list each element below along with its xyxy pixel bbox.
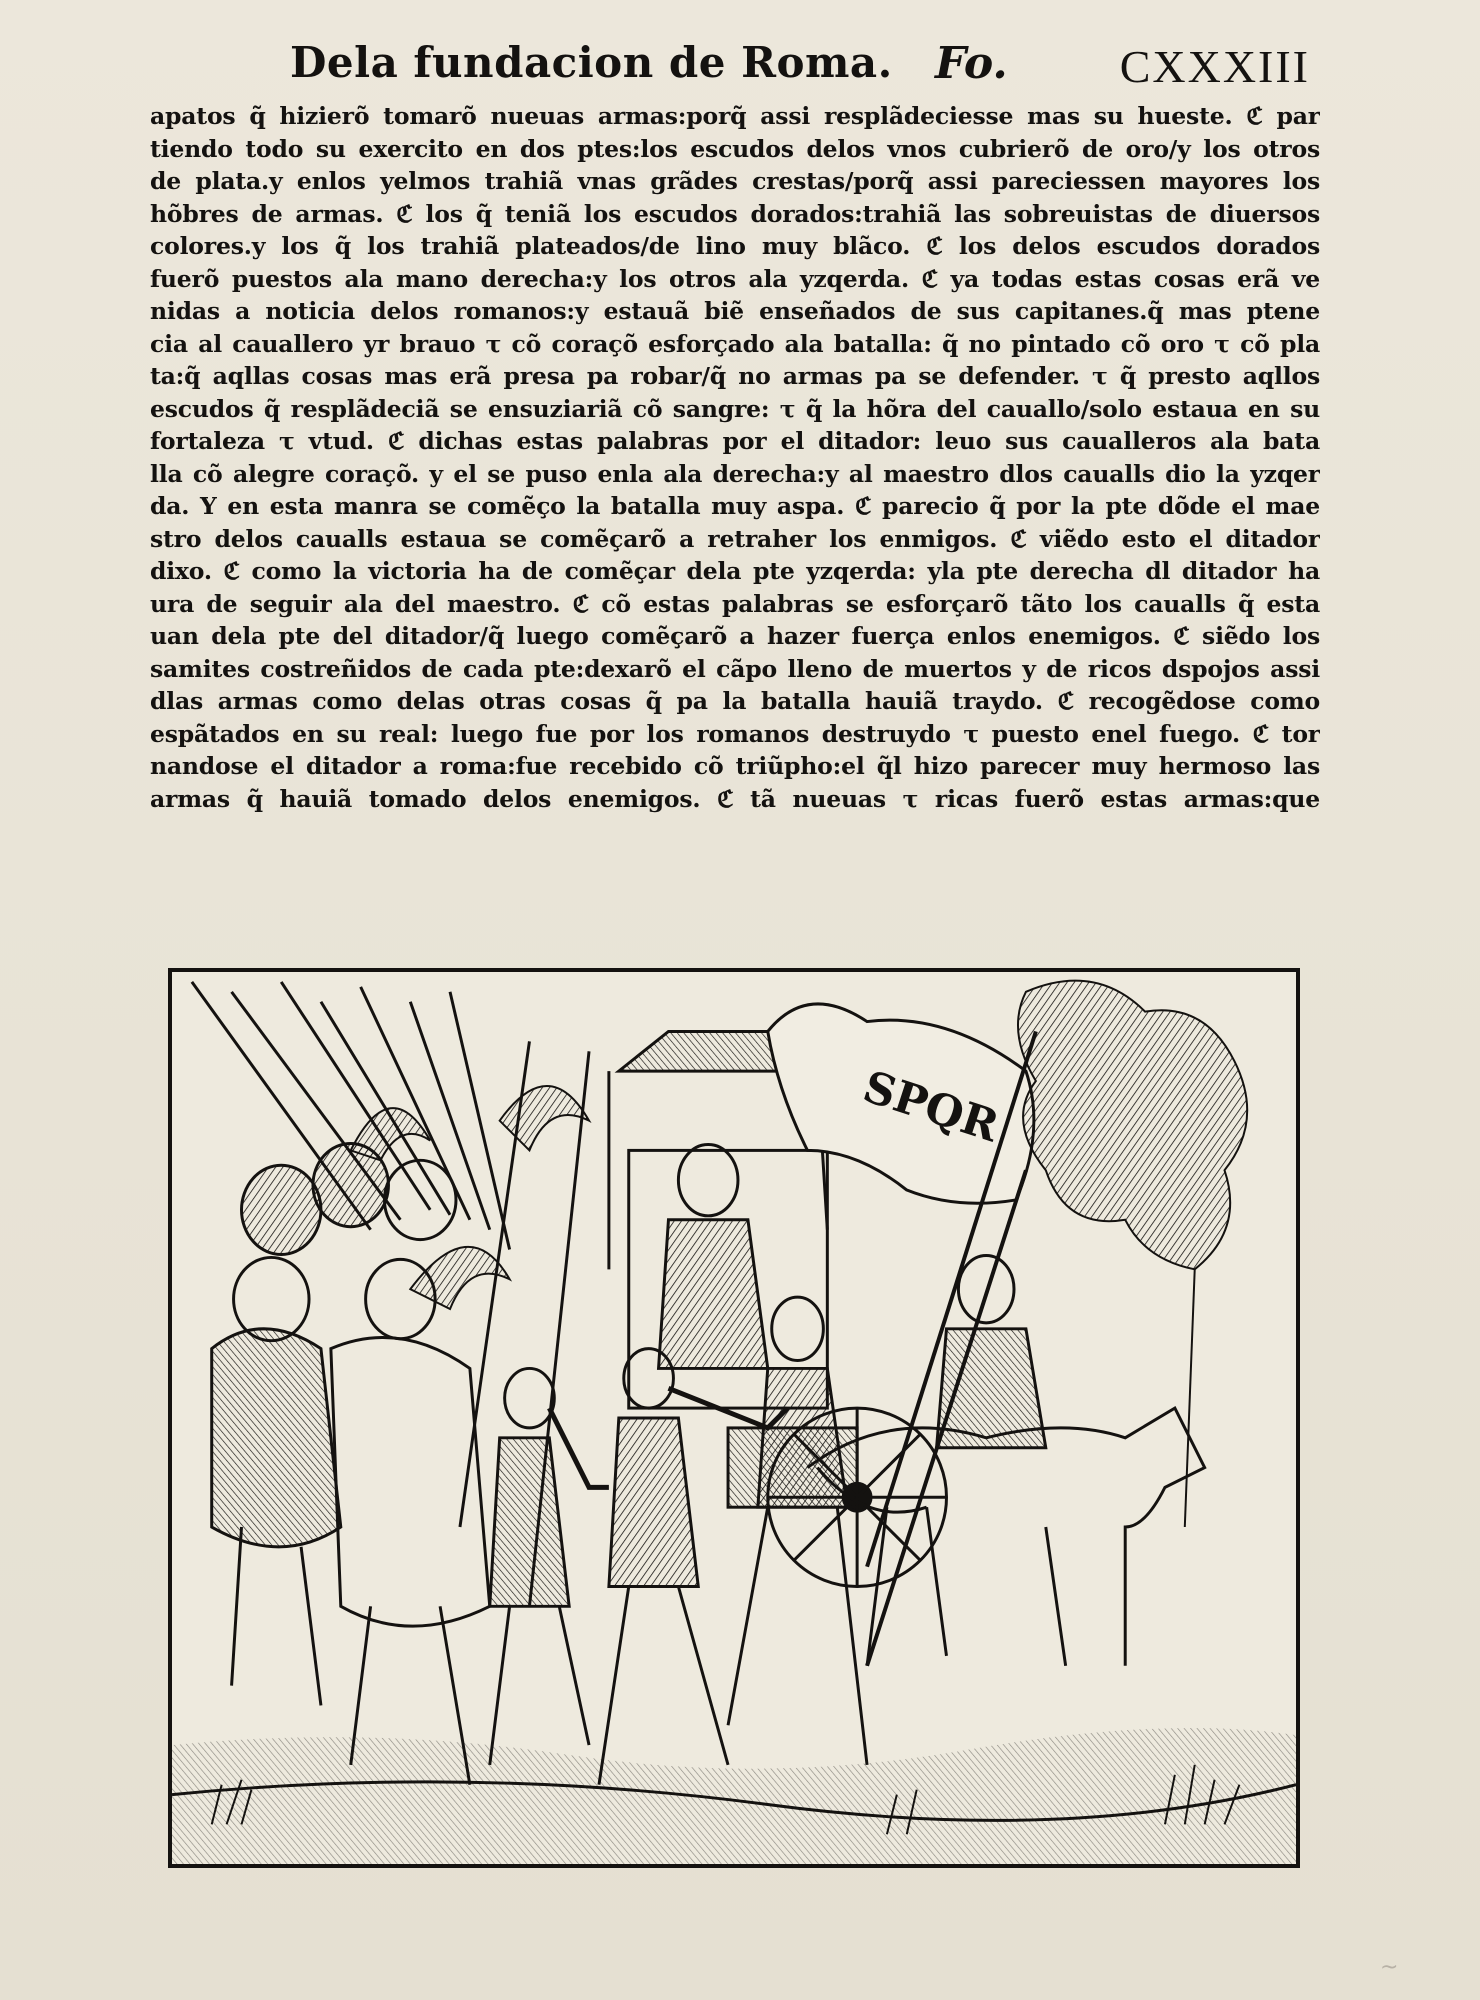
body-text — [150, 100, 1320, 815]
text-line: cia al cauallero yr brauo τ cõ coraçõ esforçado ala batalla: q̃ no pintado cõ oro τ cõ pla — [150, 329, 1320, 358]
text-line: nandose el ditador a roma:fue recebido cõ triũpho:el q̃l hizo parecer muy hermoso las — [150, 752, 1320, 780]
ground — [172, 1728, 1296, 1864]
text-line: hõbres de armas. ℭ los q̃ teniã los escudos dorados:trahiã las sobreuistas de diuersos — [150, 199, 1320, 228]
text-line: apatos q̃ hizierõ tomarõ nueuas armas:porq̃ assi resplãdeciesse mas su hueste. ℭ par — [150, 102, 1320, 130]
text-line: dlas armas como delas otras cosas q̃ pa la batalla hauiã traydo. ℭ recogẽdose como — [150, 687, 1320, 715]
woodcut-illustration — [168, 968, 1300, 1868]
text-line: samites costreñidos de cada pte:dexarõ el cãpo lleno de muertos y de ricos dspojos assi — [150, 654, 1320, 683]
trumpeters — [490, 1349, 788, 1785]
running-title: Dela fundacion de Roma. — [290, 38, 893, 87]
text-line: dixo. ℭ como la victoria ha de comẽçar dela pte yzqerda: yla pte derecha dl ditador ha — [150, 557, 1320, 585]
folio-label: Fo. — [935, 38, 1008, 89]
text-line: ta:q̃ aqllas cosas mas erã presa pa robar/q̃ no armas pa se defender. τ q̃ presto aqllos — [150, 362, 1320, 390]
text-line: fuerõ puestos ala mano derecha:y los otros ala yzqerda. ℭ ya todas estas cosas erã ve — [150, 264, 1320, 293]
text-line: da. Y en esta manra se comẽço la batalla muy aspa. ℭ parecio q̃ por la pte dõde el mae — [150, 492, 1320, 520]
text-line: fortaleza τ vtud. ℭ dichas estas palabras por el ditador: leuo sus caualleros ala bata — [150, 427, 1320, 455]
text-line: lla cõ alegre coraçõ. y el se puso enla ala derecha:y al maestro dlos caualls dio la yzqer — [150, 459, 1320, 488]
text-line: de plata.y enlos yelmos trahiã vnas grãdes crestas/porq̃ assi pareciessen mayores los — [150, 167, 1320, 195]
text-line: nidas a noticia delos romanos:y estauã biẽ enseñados de sus capitanes.q̃ mas ptene — [150, 297, 1320, 325]
text-line: uan dela pte del ditador/q̃ luego comẽçarõ a hazer fuerça enlos enemigos. ℭ siẽdo los — [150, 622, 1320, 650]
trees-right — [1018, 981, 1247, 1527]
text-line: colores.y los q̃ los trahiã plateados/de lino muy blãco. ℭ los delos escudos dorados — [150, 232, 1320, 260]
text-line: escudos q̃ resplãdeciã se ensuziariã cõ sangre: τ q̃ la hõra del cauallo/solo estaua en su — [150, 394, 1320, 423]
text-line: ura de seguir ala del maestro. ℭ cõ estas palabras se esforçarõ tãto los caualls q̃ esta — [150, 589, 1320, 618]
text-line: armas q̃ hauiã tomado delos enemigos. ℭ tã nueuas τ ricas fuerõ estas armas:que — [150, 784, 1320, 813]
pencil-annotation: ~ — [1380, 1955, 1399, 1980]
folio-number: CXXXIII — [1119, 41, 1310, 92]
banner-text: SPQR — [857, 1061, 1005, 1153]
text-line: tiendo todo su exercito en dos ptes:los escudos delos vnos cubrierõ de oro/y los otros — [150, 134, 1320, 163]
triumph-woodcut — [172, 972, 1296, 1864]
text-line: espãtados en su real: luego fue por los romanos destruydo τ puesto enel fuego. ℭ tor — [150, 719, 1320, 748]
text-line: stro delos caualls estaua se comẽçarõ a retraher los enmigos. ℭ viẽdo esto el ditador — [150, 524, 1320, 553]
running-header — [280, 38, 1320, 98]
soldiers-left — [212, 1143, 490, 1784]
